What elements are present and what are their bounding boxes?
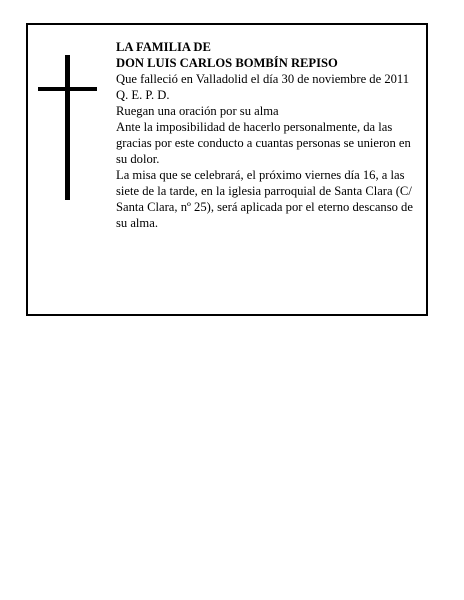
prayer-request: Ruegan una oración por su alma	[116, 104, 279, 118]
mass-paragraph: La misa que se celebrará, el próximo viernes día 16, a las siete de la tarde, en la iglesia parroquial de Santa Clara (C/ Santa Clara, nº 25), será aplicada por el eterno descanso de su alma.	[116, 168, 413, 230]
heading-family: LA FAMILIA DE	[116, 40, 211, 54]
qepd-line: Q. E. P. D.	[116, 88, 170, 102]
thanks-paragraph: Ante la imposibilidad de hacerlo personalmente, da las gracias por este conducto a cuantas personas se unieron en su dolor.	[116, 120, 411, 166]
obituary-notice	[26, 23, 428, 316]
cross-horizontal-bar	[38, 87, 97, 91]
cross-icon	[38, 55, 98, 200]
notice-text	[116, 39, 424, 231]
death-statement: Que falleció en Valladolid el día 30 de noviembre de 2011	[116, 72, 410, 86]
cross-vertical-bar	[65, 55, 70, 200]
heading-deceased-name: DON LUIS CARLOS BOMBÍN REPISO	[116, 56, 338, 70]
